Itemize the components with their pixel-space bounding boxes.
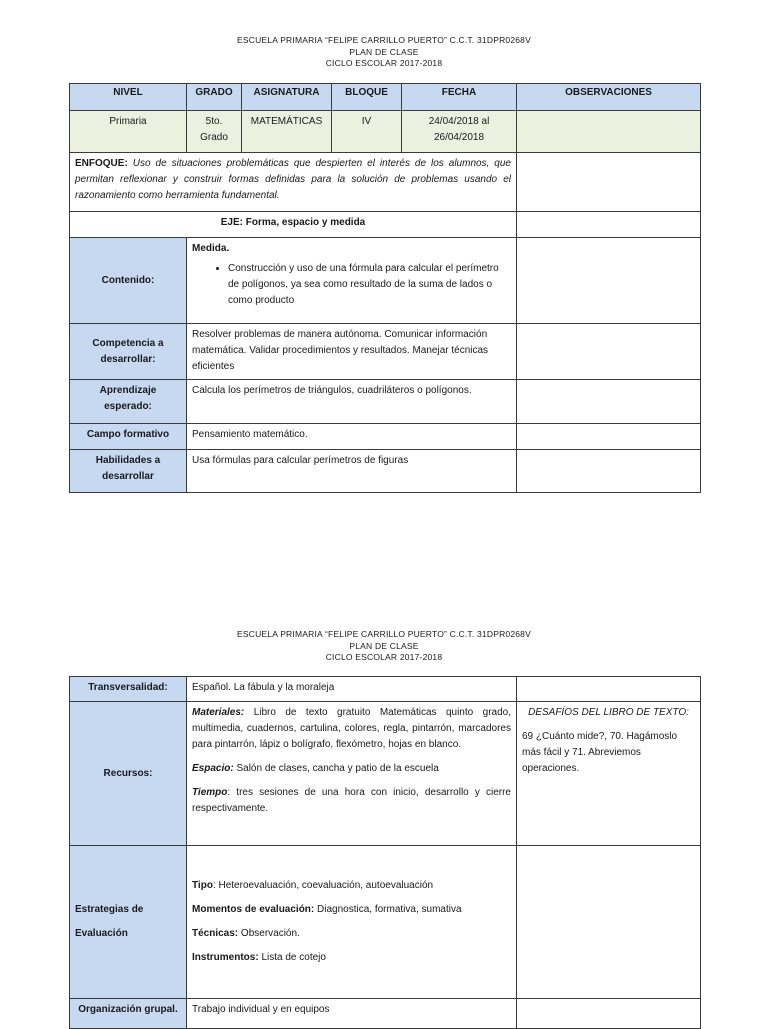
lesson-plan-table-2 — [69, 676, 701, 1029]
aprendizaje-observaciones — [517, 380, 701, 424]
momentos-paragraph — [192, 902, 511, 918]
tiempo-paragraph — [192, 785, 511, 817]
desafios-text: 69 ¿Cuánto mide?, 70. Hagámoslo más fácil y 71. Abreviemos operaciones. — [522, 731, 678, 774]
cell-nivel: Primaria — [70, 111, 187, 153]
momentos-label: Momentos de evaluación: — [192, 904, 315, 915]
instrumentos-label: Instrumentos: — [192, 952, 259, 963]
evaluacion-cell — [187, 846, 517, 999]
contenido-title: Medida. — [192, 243, 230, 254]
recursos-label: Recursos: — [70, 702, 187, 846]
tecnicas-paragraph — [192, 926, 511, 942]
enfoque-observaciones — [517, 153, 701, 212]
page-header-1 — [0, 35, 768, 70]
estrategias-label-1: Estrategias de — [75, 904, 144, 915]
materiales-label: Materiales: — [192, 707, 245, 718]
aprendizaje-text: Calcula los perímetros de triángulos, cuadriláteros o polígonos. — [187, 380, 517, 424]
contenido-label: Contenido: — [70, 238, 187, 324]
fecha-line-1: 24/04/2018 al — [428, 116, 490, 127]
lesson-plan-table-1 — [69, 83, 701, 493]
competencia-label: Competencia a desarrollar: — [70, 324, 187, 380]
tiempo-text: : tres sesiones de una hora con inicio, desarrollo y cierre respectivamente. — [192, 787, 511, 814]
col-header-observaciones: OBSERVACIONES — [517, 84, 701, 111]
cell-fecha — [402, 111, 517, 153]
enfoque-cell — [70, 153, 517, 212]
grado-line-1: 5to. — [205, 116, 223, 127]
cell-bloque: IV — [332, 111, 402, 153]
desafios-title: DESAFÍOS DEL LIBRO DE TEXTO: — [528, 707, 689, 718]
evaluacion-observaciones — [517, 846, 701, 999]
organizacion-text: Trabajo individual y en equipos — [187, 999, 517, 1029]
materiales-text: Libro de texto gratuito Matemáticas quinto grado, multimedia, cuadernos, cartulina, colores, regla, pintarrón, marcadores para pintarrón, lápiz o bolígrafo, flexómetro, hojas en blanco. — [192, 707, 511, 750]
col-header-fecha: FECHA — [402, 84, 517, 111]
school-name: ESCUELA PRIMARIA “FELIPE CARRILLO PUERTO” C.C.T. 31DPR0268V — [237, 35, 531, 45]
habilidades-text: Usa fórmulas para calcular perímetros de figuras — [187, 450, 517, 493]
tiempo-label: Tiempo — [192, 787, 228, 798]
aprendizaje-label: Aprendizaje esperado: — [70, 380, 187, 424]
school-cycle: CICLO ESCOLAR 2017-2018 — [325, 58, 443, 68]
espacio-text: Salón de clases, cancha y patio de la escuela — [236, 763, 439, 774]
plan-title: PLAN DE CLASE — [349, 46, 419, 57]
instrumentos-text: Lista de cotejo — [258, 952, 326, 963]
espacio-paragraph — [192, 761, 511, 777]
instrumentos-paragraph — [192, 950, 511, 966]
competencia-observaciones — [517, 324, 701, 380]
habilidades-label: Habilidades a desarrollar — [70, 450, 187, 493]
organizacion-observaciones — [517, 999, 701, 1029]
estrategias-label — [70, 846, 187, 999]
school-cycle-2: CICLO ESCOLAR 2017-2018 — [325, 652, 443, 662]
transversalidad-observaciones — [517, 677, 701, 702]
estrategias-label-2: Evaluación — [75, 928, 128, 939]
page-header-2 — [0, 629, 768, 664]
tecnicas-text: Observación. — [238, 928, 300, 939]
momentos-text: Diagnostica, formativa, sumativa — [314, 904, 462, 915]
transversalidad-text: Español. La fábula y la moraleja — [187, 677, 517, 702]
col-header-grado: GRADO — [187, 84, 242, 111]
tipo-label: Tipo — [192, 880, 213, 891]
eje-cell: EJE: Forma, espacio y medida — [70, 212, 517, 238]
habilidades-observaciones — [517, 450, 701, 493]
espacio-label: Espacio: — [192, 763, 234, 774]
organizacion-label: Organización grupal. — [70, 999, 187, 1029]
contenido-observaciones — [517, 238, 701, 324]
fecha-line-2: 26/04/2018 — [433, 132, 485, 143]
competencia-text: Resolver problemas de manera autónoma. Comunicar información matemática. Validar procedimientos y resultados. Manejar técnicas eficientes — [187, 324, 517, 380]
school-name-2: ESCUELA PRIMARIA “FELIPE CARRILLO PUERTO” C.C.T. 31DPR0268V — [237, 629, 531, 639]
desafios-cell — [517, 702, 701, 846]
cell-asignatura: MATEMÁTICAS — [242, 111, 332, 153]
transversalidad-label: Transversalidad: — [70, 677, 187, 702]
enfoque-text: Uso de situaciones problemáticas que despierten el interés de los alumnos, que permitan reflexionar y construir formas definidas para la solución de problemas usando el razonamiento como herramienta fundamental. — [75, 158, 511, 201]
materiales-paragraph — [192, 705, 511, 753]
contenido-list — [192, 261, 511, 309]
tipo-paragraph — [192, 878, 511, 894]
plan-title-2: PLAN DE CLASE — [349, 640, 419, 651]
grado-line-2: Grado — [200, 132, 228, 143]
tipo-text: : Heteroevaluación, coevaluación, autoevaluación — [212, 880, 434, 891]
enfoque-label: ENFOQUE: — [75, 158, 128, 169]
campo-observaciones — [517, 424, 701, 450]
contenido-bullet: • Construcción y uso de una fórmula para calcular el perímetro de polígonos, ya sea como resultado de la suma de lados o como producto — [228, 261, 511, 309]
recursos-cell — [187, 702, 517, 846]
campo-text: Pensamiento matemático. — [187, 424, 517, 450]
campo-label: Campo formativo — [70, 424, 187, 450]
cell-observaciones — [517, 111, 701, 153]
contenido-cell — [187, 238, 517, 324]
col-header-asignatura: ASIGNATURA — [242, 84, 332, 111]
tecnicas-label: Técnicas: — [192, 928, 239, 939]
eje-observaciones — [517, 212, 701, 238]
cell-grado — [187, 111, 242, 153]
col-header-nivel: NIVEL — [70, 84, 187, 111]
col-header-bloque: BLOQUE — [332, 84, 402, 111]
